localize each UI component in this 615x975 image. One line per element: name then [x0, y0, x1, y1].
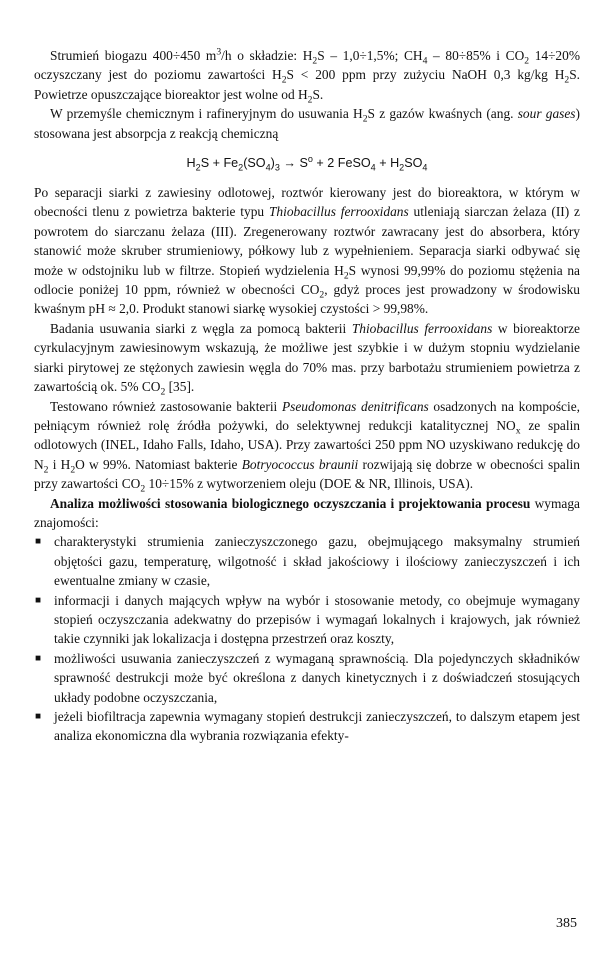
text: S z gazów kwaśnych (ang. [367, 106, 518, 122]
text: ) stosowana jest absorpcja z reakcją chemiczną [34, 106, 580, 141]
eq-text: + 2 FeSO [312, 156, 371, 171]
subscript: 2 [343, 270, 349, 282]
paragraph-pseudomonas [34, 397, 580, 494]
list-item: ■ informacji i danych mających wpływ na wybór i stosowanie metody, co obejmuje wymagany stopień oczyszczania adekwatny do przepisów i wymagań lokalnych i krajowych, jak również takie czynniki jak lokalizacja i dostępna przestrzeń oraz koszty, [34, 591, 580, 649]
eq-text: H [186, 156, 196, 171]
subscript: 4 [422, 55, 428, 67]
eq-text: SO [404, 156, 423, 171]
subscript: 2 [140, 483, 146, 495]
subscript: 2 [524, 55, 530, 67]
eq-superscript: o [307, 153, 313, 164]
text: w bioreaktorze cyrkulacyjnym zawiesinowym wskazują, że możliwe jest szybkie i w dużym stopniu wydzielanie siarki pirytowej ze stężonych zawiesin węgla do 70% mas. przy barbotażu strumieniem powietrza z zawartością ok. 5% CO [34, 320, 580, 395]
subscript: 2 [70, 464, 76, 476]
text: O w 99%. Natomiast bakterie [75, 456, 242, 472]
italic-term: Thiobacillus ferrooxidans [268, 204, 409, 220]
eq-subscript: 2 [238, 162, 244, 173]
text: [35]. [165, 379, 195, 395]
text: i H [48, 456, 71, 472]
bold-heading: Analiza możliwości stosowania biologicznego oczyszczania i projektowania procesu [50, 495, 531, 511]
text: 14÷20% oczyszczany jest do poziomu zawartości H [34, 48, 580, 83]
paragraph-separation [34, 183, 580, 319]
list-item: ■ jeżeli biofiltracja zapewnia wymagany stopień destrukcji zanieczyszczeń, to dalszym etapem jest analiza ekonomiczna dla wybrania rozwiązania efekty- [34, 707, 580, 746]
text: S – 1,0÷1,5%; CH [317, 48, 423, 63]
eq-text: S + Fe [200, 156, 239, 171]
italic-term: sour gases [517, 106, 576, 122]
text: wymaga znajomości: [34, 495, 580, 530]
text: osadzonych na kompoście, pełniącym również rolę źródła pożywki, do selektywnej redukcji katalitycznej NO [34, 398, 580, 433]
italic-term: Pseudomonas denitrificans [281, 398, 429, 414]
subscript: 2 [43, 464, 49, 476]
eq-subscript: 4 [422, 162, 428, 173]
text: S. Powietrze opuszczające bioreaktor jest wolne od H [34, 67, 580, 102]
subscript: 2 [312, 55, 318, 67]
text: W przemyśle chemicznym i rafineryjnym do usuwania H [50, 106, 363, 122]
requirements-list [34, 532, 580, 745]
text: Badania usuwania siarki z węgla za pomocą bakterii [50, 320, 352, 336]
list-item: ■ możliwości usuwania zanieczyszczeń z wymaganą sprawnością. Dla pojedynczych składników sprawność destrukcji może być określona z danych kinetycznych i z doświadczeń stosujących układy podobne oczyszczania, [34, 649, 580, 707]
subscript: x [515, 425, 521, 437]
paragraph-analysis [34, 494, 580, 533]
subscript: 2 [281, 75, 287, 87]
eq-text: (SO [243, 156, 266, 171]
list-item: ■ charakterystyki strumienia zanieczyszczonego gazu, obejmującego maksymalny strumień objętości gazu, temperaturę, wilgotność i skład jakościowy i ilościowy zanieczyszczeń i ich ewentualne zmiany w czasie, [34, 532, 580, 590]
text: ze spalin odlotowych (INEL, Idaho Falls, Idaho, USA). Przy zawartości 250 ppm NO uzyskiwano redukcję do N [34, 417, 581, 472]
text: S < 200 ppm przy zużyciu NaOH 0,3 kg/kg H [286, 67, 565, 83]
eq-text: ) [270, 156, 275, 171]
subscript: 2 [362, 113, 368, 125]
text: S wynosi 99,99% do poziomu stężenia na odlocie poniżej 10 ppm, również w obecności CO [34, 262, 580, 298]
text: 10÷15% z wytworzeniem oleju (DOE & NR, Illinois, USA). [145, 476, 474, 492]
eq-subscript: 3 [274, 162, 280, 173]
eq-subscript: 2 [195, 162, 201, 173]
subscript: 2 [319, 289, 325, 301]
text: – 80÷85% i CO [427, 48, 525, 63]
text: Strumień biogazu 400÷450 m [50, 48, 217, 63]
page-number: 385 [556, 916, 577, 931]
chemical-equation [34, 153, 580, 173]
document-page [34, 46, 580, 746]
text: Testowano również zastosowanie bakterii [50, 398, 282, 414]
paragraph-coal [34, 319, 580, 397]
text: rozwijają się dobrze w obecności spalin przy zawartości CO [34, 456, 580, 492]
eq-subscript: 4 [265, 162, 271, 173]
text: /h o składzie: H [221, 48, 313, 63]
paragraph-industry [34, 104, 580, 143]
eq-text: → S [279, 156, 308, 171]
superscript: 3 [216, 46, 222, 58]
text: Po separacji siarki z zawiesiny odlotowej, roztwór kierowany jest do bioreaktora, w którym w obecności tlenu z powietrza bakterie typu [34, 185, 580, 220]
subscript: 2 [160, 386, 166, 398]
text: S. [312, 86, 324, 102]
eq-subscript: 4 [370, 162, 376, 173]
subscript: 2 [564, 75, 570, 87]
eq-subscript: 2 [399, 162, 405, 173]
text: , gdyż proces jest prowadzony w środowisku kwaśnym pH ≈ 2,0. Produkt stanowi siarkę wysokiej czystości > 99,98%. [34, 282, 580, 317]
paragraph-biogas [34, 46, 580, 104]
italic-term: Botryococcus braunii [241, 456, 359, 472]
eq-text: + H [375, 156, 400, 171]
italic-term: Thiobacillus ferrooxidans [351, 320, 493, 336]
subscript: 2 [307, 94, 313, 106]
text: utleniają siarczan żelaza (II) z powrotem do siarczanu żelaza (III). Zregenerowany roztwór zawracany jest do absorbera, który stanowić może skruber strumieniowy, półkowy lub z wypełnieniem. Separacja siarki odbywać się może w odstojniku lub w filtrze. Stopień wydzielenia H [34, 204, 581, 278]
